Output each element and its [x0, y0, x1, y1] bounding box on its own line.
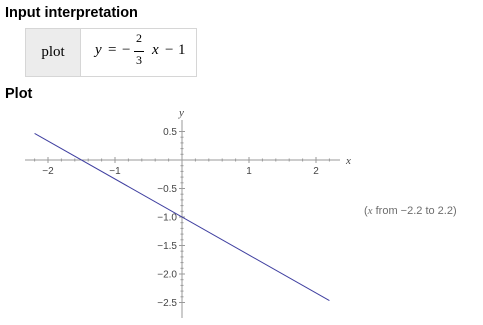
range-open-paren: (: [364, 205, 368, 217]
plot-range-note: [364, 205, 457, 217]
y-tick-label: −1.5: [157, 241, 177, 252]
formula-operator: −: [165, 42, 174, 58]
formula-variable: x: [152, 42, 159, 58]
input-interpretation-box: [25, 28, 197, 77]
x-tick-label: 1: [246, 166, 252, 177]
plot-heading: Plot: [5, 86, 33, 102]
y-axis-title: y: [179, 107, 184, 119]
y-tick-label: −0.5: [157, 184, 177, 195]
fraction-bar: [134, 51, 144, 52]
axes: [25, 107, 351, 318]
x-axis-title: x: [346, 155, 351, 167]
formula-sign: −: [122, 42, 131, 58]
x-tick-label: 2: [313, 166, 319, 177]
input-interpretation-heading: Input interpretation: [5, 5, 138, 21]
y-tick-label: −2.0: [157, 269, 177, 281]
interpretation-label: plot: [26, 29, 81, 76]
x-tick-label: −1: [109, 166, 121, 177]
y-tick-label: 0.5: [163, 127, 177, 138]
formula-constant: 1: [178, 42, 186, 58]
y-tick-label: −1.0: [157, 212, 177, 224]
x-tick-label: −2: [42, 166, 54, 177]
range-text: from −2.2 to 2.2): [372, 205, 457, 217]
formula: [81, 29, 196, 76]
fraction-numerator: 2: [136, 31, 142, 45]
y-tick-label: −2.5: [157, 298, 177, 309]
range-variable: x: [367, 205, 373, 217]
formula-equals: =: [108, 42, 117, 58]
fraction-denominator: 3: [136, 53, 142, 67]
formula-lhs: y: [95, 42, 102, 58]
